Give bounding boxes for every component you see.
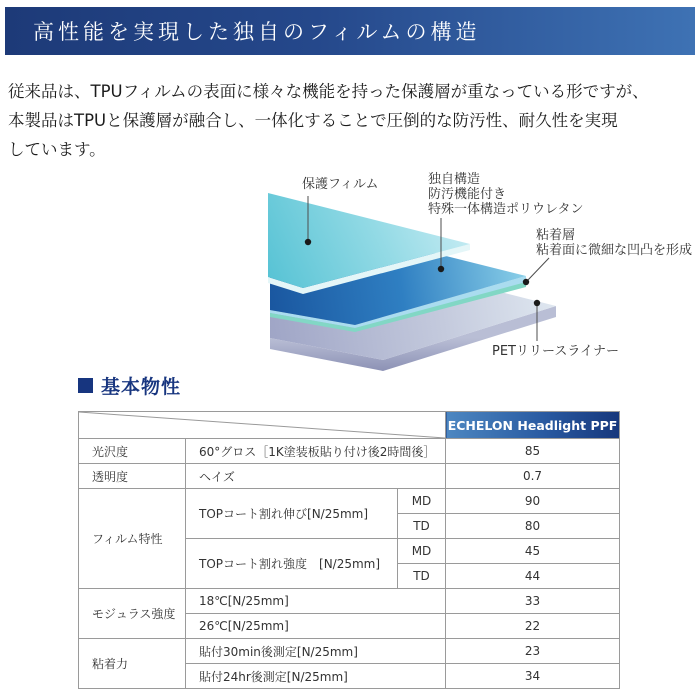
intro-line-2: 本製品はTPUと保護層が融合し、一体化することで圧倒的な防汚性、耐久性を実現 <box>8 111 618 130</box>
table-row-film-elongation-md <box>79 489 620 514</box>
table-row-gloss <box>79 439 620 464</box>
condition-modulus-18: 18℃[N/25mm] <box>186 589 446 614</box>
label-adhesive-layer <box>536 228 692 258</box>
value-elongation-md: 90 <box>446 489 620 514</box>
value-gloss: 85 <box>446 439 620 464</box>
intro-line-1: 従来品は、TPUフィルムの表面に様々な機能を持った保護層が重なっている形ですが、 <box>8 82 649 101</box>
label-unique-structure-line1: 独自構造 <box>428 172 481 187</box>
callout-dot-adhesive <box>523 279 529 285</box>
intro-line-3: しています。 <box>8 140 106 159</box>
condition-adhesion-24hr: 貼付24hr後測定[N/25mm] <box>186 664 446 689</box>
category-transparency: 透明度 <box>79 464 186 489</box>
section-title: 基本物性 <box>101 376 182 398</box>
direction-md: MD <box>398 539 446 564</box>
label-unique-structure <box>428 172 583 217</box>
category-modulus: モジュラス強度 <box>79 589 186 639</box>
section-bullet-square-icon <box>78 378 93 393</box>
label-protective-film: 保護フィルム <box>302 177 379 192</box>
callout-dot-protective-film <box>305 239 311 245</box>
callout-dot-unique-structure <box>438 266 444 272</box>
value-transparency: 0.7 <box>446 464 620 489</box>
direction-md: MD <box>398 489 446 514</box>
condition-strength: TOPコート割れ強度 [N/25mm] <box>186 539 398 589</box>
condition-transparency: ヘイズ <box>186 464 446 489</box>
basic-properties-table <box>78 411 620 689</box>
condition-adhesion-30min: 貼付30min後測定[N/25mm] <box>186 639 446 664</box>
value-elongation-td: 80 <box>446 514 620 539</box>
table-row-adhesion-30min <box>79 639 620 664</box>
table-row-header <box>79 412 620 439</box>
condition-gloss: 60°グロス［1K塗装板貼り付け後2時間後］ <box>186 439 446 464</box>
condition-modulus-26: 26℃[N/25mm] <box>186 614 446 639</box>
category-gloss: 光沢度 <box>79 439 186 464</box>
diagonal-line-icon <box>79 412 445 438</box>
callout-line-adhesive <box>528 258 549 280</box>
value-strength-md: 45 <box>446 539 620 564</box>
value-modulus-18: 33 <box>446 589 620 614</box>
callout-dot-pet-liner <box>534 300 540 306</box>
page-title-banner <box>5 7 695 55</box>
label-pet-liner: PETリリースライナー <box>492 344 619 359</box>
value-strength-td: 44 <box>446 564 620 589</box>
direction-td: TD <box>398 514 446 539</box>
table-row-transparency <box>79 464 620 489</box>
category-adhesion: 粘着力 <box>79 639 186 689</box>
value-adhesion-24hr: 34 <box>446 664 620 689</box>
label-adhesive-line2: 粘着面に微細な凹凸を形成 <box>536 243 693 258</box>
condition-elongation: TOPコート割れ伸び[N/25mm] <box>186 489 398 539</box>
header-empty-cell <box>79 412 446 439</box>
value-adhesion-30min: 23 <box>446 639 620 664</box>
section-heading-basic-properties <box>78 372 181 399</box>
label-adhesive-line1: 粘着層 <box>536 228 576 243</box>
product-column-header: ECHELON Headlight PPF <box>446 412 620 439</box>
page-title: 高性能を実現した独自のフィルムの構造 <box>33 20 481 44</box>
label-unique-structure-line2: 防汚機能付き <box>428 187 507 202</box>
intro-paragraph <box>8 77 698 164</box>
label-unique-structure-line3: 特殊一体構造ポリウレタン <box>428 202 584 217</box>
table-row-modulus-18 <box>79 589 620 614</box>
direction-td: TD <box>398 564 446 589</box>
value-modulus-26: 22 <box>446 614 620 639</box>
category-film-properties: フィルム特性 <box>79 489 186 589</box>
